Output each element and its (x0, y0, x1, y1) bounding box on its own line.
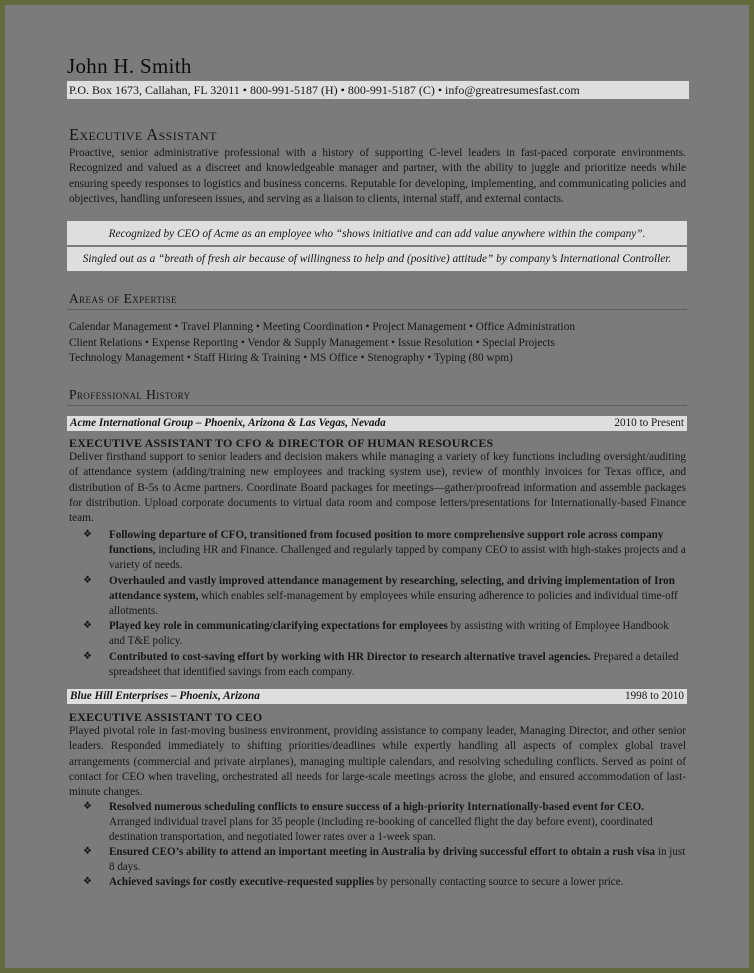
bullet-highlight: Overhauled and vastly improved attendance management by researching, selecting, and driving implementation of Iron attendance system, (109, 575, 675, 602)
section-rule (67, 405, 687, 406)
bullet-text: including HR and Finance. Challenged and regularly tapped by company CEO to assist with high-stakes projects and a variety of needs. (109, 543, 686, 571)
bullet-text: which enables self-management by employees while ensuring adherence to policies and individual time-off allotments. (109, 589, 678, 617)
job-company: Acme International Group – Phoenix, Arizona & Las Vegas, Nevada (70, 417, 386, 429)
bullet-highlight: Played key role in communicating/clarifying expectations for employees (109, 620, 448, 632)
divider (67, 245, 687, 247)
candidate-name: John H. Smith (67, 54, 192, 78)
bullet-text: by assisting with writing of Employee Handbook and T&E policy. (109, 620, 669, 647)
bullet-highlight: Achieved savings for costly executive-requested supplies (109, 876, 374, 888)
diamond-bullet-icon: ❖ (83, 801, 92, 812)
bullet-text: by personally contacting source to secure a lower price. (373, 876, 624, 888)
testimonial-quote: Singled out as a “breath of fresh air because of willingness to help and (positive) attitude” by company’s International Controller. (82, 253, 672, 265)
summary-text: Proactive, senior administrative professional with a history of supporting C-level leaders in fast-paced corporate environments. Recognized and valued as a discreet and knowledgeable manager and partner, with the ability to juggle and prioritize needs while ensuring speedy responses to logistics and business concerns. Reputable for developing, implementing, and communicating policies and objectives, handling unforeseen issues, and serving as a liaison to clients, internal staff, and external contacts. (69, 147, 686, 205)
diamond-bullet-icon: ❖ (83, 575, 92, 586)
bullet-text: Prepared a detailed spreadsheet that identified savings from each company. (109, 651, 679, 678)
expertise-list (69, 320, 689, 367)
diamond-bullet-icon: ❖ (83, 620, 92, 631)
bullet-text: in just 8 days. (109, 846, 686, 873)
diamond-bullet-icon: ❖ (83, 651, 92, 662)
testimonial-quote: Recognized by CEO of Acme as an employee who “shows initiative and can add value anywhere within the company”. (108, 228, 646, 240)
job-header (67, 689, 687, 704)
history-title: Professional History (69, 387, 191, 402)
job-role: EXECUTIVE ASSISTANT TO CEO (69, 710, 263, 724)
resume-page (5, 5, 749, 968)
job-role: EXECUTIVE ASSISTANT TO CFO & DIRECTOR OF HUMAN RESOURCES (69, 436, 494, 450)
expertise-line: Technology Management • Staff Hiring & Training • MS Office • Stenography • Typing (80 wpm) (69, 352, 513, 365)
contact-bar: P.O. Box 1673, Callahan, FL 32011 • 800-991-5187 (H) • 800-991-5187 (C) • info@greatresumesfast.com (67, 81, 689, 99)
bullet-highlight: Following departure of CFO, transitioned from focused position to more comprehensive support role across company functions, (109, 529, 664, 556)
bullet-highlight: Ensured CEO’s ability to attend an important meeting in Australia by driving successful effort to obtain a rush visa (109, 846, 656, 858)
diamond-bullet-icon: ❖ (83, 846, 92, 857)
job-description: Deliver firsthand support to senior leaders and decision makers while managing a variety of key functions including oversight/auditing of attendance system (adding/training new employees and tracking system use), review of monthly invoices for Texas office, and distribution of B-5s to Acme partners. Coordinate Board packages for meetings—gather/proofread information and assemble packages for distribution. Upload corporate documents to virtual data room and compose letters/presentations for Internationally-based Finance team. (69, 451, 686, 525)
job-header (67, 416, 687, 431)
expertise-line: Calendar Management • Travel Planning • Meeting Coordination • Project Management • Office Administration (69, 321, 575, 333)
job-company: Blue Hill Enterprises – Phoenix, Arizona (70, 690, 260, 702)
diamond-bullet-icon: ❖ (83, 529, 92, 540)
bullet-highlight: Resolved numerous scheduling conflicts to ensure success of a high-priority Internationally-based event for CEO. (109, 801, 644, 813)
testimonials-box (67, 221, 687, 271)
summary-title: Executive Assistant (69, 125, 217, 144)
job-dates: 2010 to Present (614, 417, 684, 429)
job-description: Played pivotal role in fast-moving business environment, providing assistance to company leader, Managing Director, and other senior leaders. Responded immediately to shifting priorities/deadlines while expertly handling all aspects of complex global travel arrangements (commercial and private airplanes), managing multiple calendars, and resolving scheduling conflicts. Served as point of contact for CEO when traveling, orchestrated all needs for large-scale meetings across the globe, and ensured accommodation of last-minute changes. (69, 725, 686, 799)
job-dates: 1998 to 2010 (624, 690, 684, 702)
bullet-highlight: Contributed to cost-saving effort by working with HR Director to research alternative travel agencies. (109, 651, 591, 663)
section-rule (67, 309, 687, 310)
diamond-bullet-icon: ❖ (83, 876, 92, 887)
bullet-text: Arranged individual travel plans for 35 people (including re-booking of cancelled flight the day before event), coordinated destination transportation, and negotiated lower rates over a 1-week span. (109, 815, 653, 843)
expertise-title: Areas of Expertise (69, 291, 177, 306)
expertise-line: Client Relations • Expense Reporting • Vendor & Supply Management • Issue Resolution • Special Projects (69, 336, 555, 349)
